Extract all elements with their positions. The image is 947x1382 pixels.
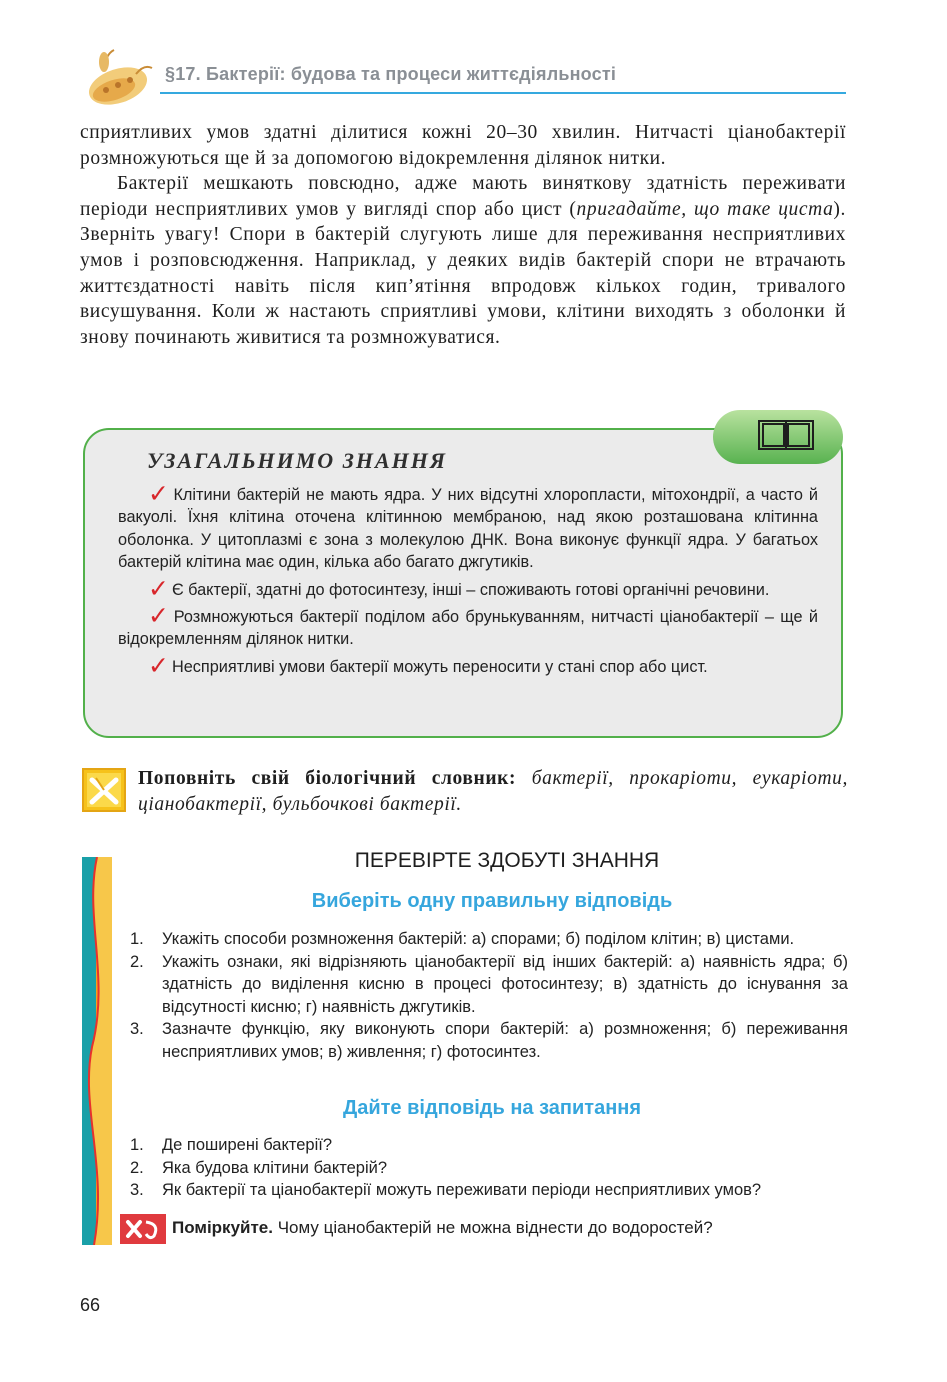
choose-question-list xyxy=(130,928,848,1064)
page-number: 66 xyxy=(80,1295,101,1315)
paragraph-1: сприятливих умов здатні ділитися кожні 20–30 хвилин. Нитчасті ціанобактерії розмножуються ще й за допомогою відокремлення ділянок нитки. xyxy=(80,122,846,169)
think-icon xyxy=(120,1214,166,1244)
answer-questions-title: Дайте відповідь на запитання xyxy=(342,1097,642,1119)
paragraph-2: Бактерії мешкають повсюдно, адже мають виняткову здатність переживати періоди несприятливих умов у вигляді спор або цист (пригадайте, що таке циста). Зверніть увагу! Спори в бактерій слугують лише для переживання несприятливих умов і розповсюдження. Наприклад, у деяких видів бактерій спори не втрачають життєздатності навіть після кип’ятіння впродовж кількох годин, тривалого висушування. Коли ж настають сприятливі умови, клітини виходять з оболонки й знову починають живитися та розмножуватися. xyxy=(80,173,846,348)
checkmark-icon: ✓ xyxy=(148,651,169,680)
summary-item: ✓ Розмножуються бактерії поділом або брунькуванням, нитчасті ціанобактерії – ще й відокремленням ділянок нитки. xyxy=(118,602,818,649)
question-item: 1. Укажіть способи розмноження бактерій: а) спорами; б) поділом клітин; в) цистами. xyxy=(130,930,795,948)
answer-question-list xyxy=(130,1134,848,1202)
question-item: 2. Укажіть ознаки, які відрізняють ціанобактерії від інших бактерій: а) наявність ядра; б) здатність до виділення кисню в процесі фотосинтезу; в) здатність до існування за відсутності кисню; г) наявність джгутиків. xyxy=(130,952,848,1016)
book-icon xyxy=(758,420,814,450)
checkmark-icon: ✓ xyxy=(148,480,171,508)
section-side-bar xyxy=(82,857,112,1245)
question-item: 2. Яка будова клітини бактерій? xyxy=(130,1158,388,1177)
think-prompt: Поміркуйте. Чому ціанобактерій не можна віднести до водоростей? xyxy=(172,1218,713,1237)
question-item: 3. Як бактерії та ціанобактерії можуть переживати періоди несприятливих умов? xyxy=(130,1181,762,1200)
checkmark-icon: ✓ xyxy=(148,574,169,603)
summary-item: ✓ Несприятливі умови бактерії можуть переносити у стані спор або цист. xyxy=(148,651,708,680)
section-title: ПЕРЕВІРТЕ ЗДОБУТІ ЗНАННЯ xyxy=(354,849,660,872)
choose-answer-title: Виберіть одну правильну відповідь xyxy=(311,890,673,912)
question-item: 3. Зазначте функцію, яку виконують спори бактерій: а) розмноження; б) переживання несприятливих умов; в) живлення; г) фотосинтез. xyxy=(130,1020,848,1061)
summary-list xyxy=(118,480,818,683)
bacteria-icon xyxy=(84,44,154,110)
dictionary-icon xyxy=(82,768,126,812)
dictionary-text: Поповніть свій біологічний словник: бактерії, прокаріоти, еукаріоти, ціанобактерії, бульбочкові бактерії. xyxy=(138,768,849,815)
checkmark-icon: ✓ xyxy=(148,602,171,631)
chapter-title: §17. Бактерії: будова та процеси життєдіяльності xyxy=(165,64,617,84)
summary-item: ✓ Є бактерії, здатні до фотосинтезу, інші – споживають готові органічні речовини. xyxy=(148,574,770,603)
summary-item: ✓ Клітини бактерій не мають ядра. У них відсутні хлоропласти, мітохондрії, а часто й вакуолі. Їхня клітина оточена клітинною мембраною, над якою розташована клітинна оболонка. У цитоплазмі є зона з молекулою ДНК. Вона виконує функції ядра. У багатьох бактерій клітина має один, кілька або багато джгутиків. xyxy=(118,480,818,572)
header-divider xyxy=(160,92,846,94)
summary-title: УЗАГАЛЬНИМО ЗНАННЯ xyxy=(147,448,448,473)
question-item: 1. Де поширені бактерії? xyxy=(130,1136,333,1154)
body-text xyxy=(80,120,846,350)
